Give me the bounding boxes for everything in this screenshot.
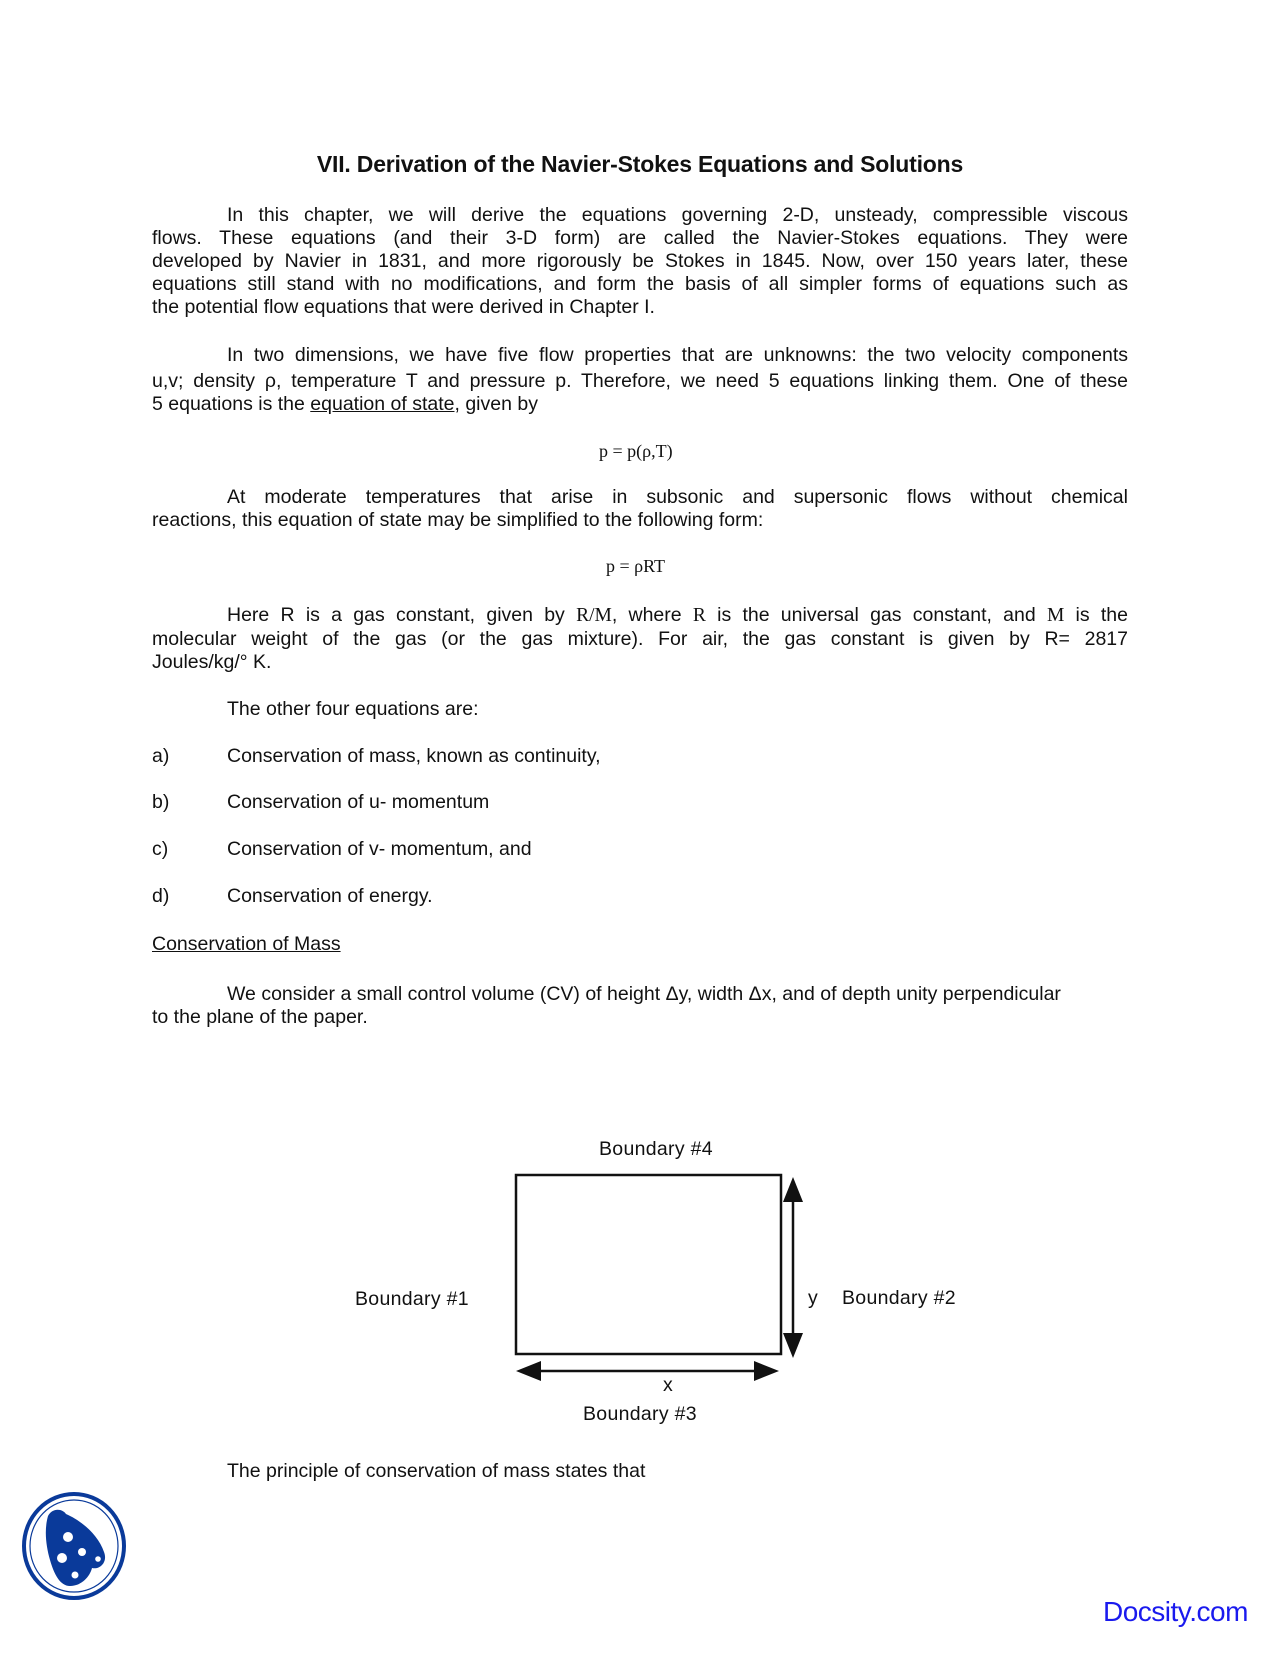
arrow-right-icon	[754, 1361, 779, 1381]
docsity-logo-graphic	[18, 1490, 130, 1602]
text-span: , given by	[454, 393, 538, 415]
list-marker: b)	[152, 791, 170, 813]
list-intro: The other four equations are:	[227, 698, 479, 720]
equation-ideal-gas: p = ρRT	[606, 556, 666, 576]
text-line: We consider a small control volume (CV) of height Δy, width Δx, and of depth unity perpendicular	[227, 983, 1061, 1005]
text-span: is the	[1064, 604, 1129, 626]
closing-line: The principle of conservation of mass states that	[227, 1460, 646, 1482]
text-line: flows. These equations (and their 3-D form) are called the Navier-Stokes equations. They were	[152, 227, 1128, 249]
boundary-1-label: Boundary #1	[355, 1288, 469, 1310]
boundary-3-label: Boundary #3	[583, 1403, 697, 1425]
control-volume-rect	[516, 1175, 781, 1354]
section-heading: Conservation of Mass	[152, 933, 341, 955]
text-span: is the universal gas constant, and	[705, 604, 1047, 626]
arrow-down-icon	[783, 1333, 803, 1358]
r-over-m-term: R/M	[576, 605, 612, 626]
universal-r-term: R	[692, 605, 706, 626]
text-span: Here R is a gas constant, given by	[227, 604, 577, 626]
text-line: Joules/kg/° K.	[152, 651, 272, 673]
text-line: u,v; density ρ, temperature T and pressure p. Therefore, we need 5 equations linking them. One of these	[152, 370, 1128, 392]
equation-state-general: p = p(ρ,T)	[599, 441, 673, 461]
list-marker: c)	[152, 838, 169, 860]
x-axis-label: x	[663, 1374, 674, 1396]
text-span: , where	[611, 604, 693, 626]
text-line: reactions, this equation of state may be simplified to the following form:	[152, 509, 764, 531]
boundary-2-label: Boundary #2	[842, 1287, 956, 1309]
y-axis-label: y	[808, 1287, 819, 1309]
arrow-left-icon	[516, 1361, 541, 1381]
text-line: At moderate temperatures that arise in subsonic and supersonic flows without chemical	[227, 486, 1128, 508]
arrow-up-icon	[783, 1177, 803, 1202]
molecular-weight-term: M	[1046, 605, 1065, 626]
list-item: Conservation of energy.	[227, 885, 433, 907]
text-line: the potential flow equations that were derived in Chapter I.	[152, 296, 655, 318]
equation-of-state-term: equation of state	[310, 393, 455, 415]
boundary-4-label: Boundary #4	[599, 1138, 713, 1160]
text-line: molecular weight of the gas (or the gas mixture). For air, the gas constant is given by R= 2817	[152, 628, 1128, 650]
docsity-brand-link[interactable]: Docsity.com	[1103, 1596, 1248, 1627]
docsity-logo-icon[interactable]	[18, 1490, 130, 1602]
text-line: developed by Navier in 1831, and more rigorously be Stokes in 1845. Now, over 150 years later, these	[152, 250, 1128, 272]
text-line: to the plane of the paper.	[152, 1006, 368, 1028]
list-item: Conservation of mass, known as continuity,	[227, 745, 601, 767]
list-marker: d)	[152, 885, 170, 907]
list-marker: a)	[152, 745, 170, 767]
list-item: Conservation of u- momentum	[227, 791, 490, 813]
text-span: 5 equations is the	[152, 393, 311, 415]
text-line: equations still stand with no modifications, and form the basis of all simpler forms of equations such as	[152, 273, 1128, 295]
page-title: VII. Derivation of the Navier-Stokes Equations and Solutions	[316, 151, 964, 177]
text-line: In this chapter, we will derive the equations governing 2-D, unsteady, compressible viscous	[227, 204, 1128, 226]
list-item: Conservation of v- momentum, and	[227, 838, 532, 860]
text-line: In two dimensions, we have five flow properties that are unknowns: the two velocity components	[227, 344, 1128, 366]
